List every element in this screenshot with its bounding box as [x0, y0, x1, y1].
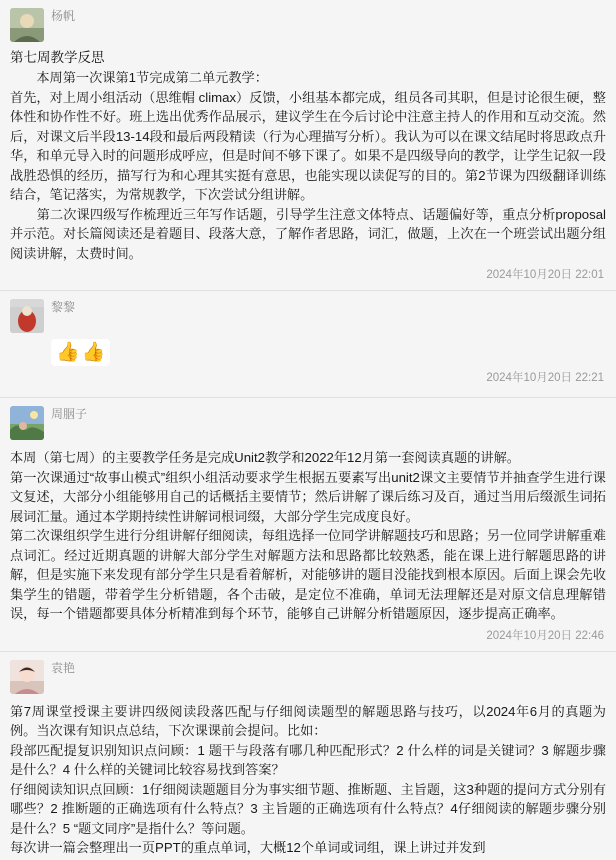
message-header — [10, 8, 606, 42]
message-title: 第七周教学反思 — [10, 50, 105, 65]
sender-name: 黎黎 — [51, 300, 76, 314]
chat-message — [0, 398, 616, 647]
avatar-zhouyanzi[interactable] — [10, 406, 44, 440]
avatar-yangfan[interactable] — [10, 8, 44, 42]
message-paragraph: 本周（第七周）的主要教学任务是完成Unit2教学和2022年12月第一套阅读真题的讲解。 — [10, 450, 520, 465]
thumbs-up-icon: 👍 — [81, 342, 106, 363]
reaction-emoji-group[interactable] — [51, 339, 110, 366]
sender-name: 袁艳 — [51, 660, 76, 675]
message-timestamp: 2024年10月20日 22:21 — [486, 372, 604, 384]
thumbs-up-icon: 👍 — [56, 342, 80, 363]
avatar-image — [10, 299, 44, 333]
message-paragraph: 段部匹配提复识别知识点问顾：1 题干与段落有哪几种匹配形式？2 什么样的词是关键词？3 解题步骤是什么？4 什么样的关键词比较容易找到答案？ — [10, 742, 606, 777]
avatar-image — [10, 406, 44, 440]
avatar-lili[interactable] — [10, 299, 44, 333]
message-paragraph: 仔细阅读知识点回顾：1仔细阅读题题目分为事实细节题、推断题、主旨题，这3种题的提问方式分别有哪些？2 推断题的正确选项有什么特点？3 主旨题的正确选项有什么特点？4仔细阅读的解题步骤分别是什么？5 “题文同序”是指什么？等问题。 — [10, 781, 606, 836]
avatar-yuanyan[interactable] — [10, 660, 44, 694]
avatar-image — [10, 660, 44, 694]
message-paragraph: 第二次课四级写作梳理近三年写作话题，引导学生注意文体特点、话题偏好等，重点分析proposal并示范。对长篇阅读还是着题目、段落大意，了解作者思路，词汇，做题，上次在一个班尝试出题分组阅读讲解，太费时间。 — [10, 206, 606, 261]
chat-message — [0, 652, 616, 860]
message-header — [10, 406, 606, 440]
message-paragraph: 第二次课组织学生进行分组讲解仔细阅读，每组选择一位同学讲解题技巧和思路；另一位同学讲解重难点词汇。经过近期真题的讲解大部分学生对解题方法和思路都比较熟悉，能在课上进行解题思路的讲解，但是实施下来发现有部分学生只是看着解析，对能够讲的题目没能找到根本原因。后面上课会先收集学生的错题，带着学生分析错题，各个击破，是定位不准确，单词无法理解还是对原文信息理解错误，每一个错题都要具体分析精准到每个环节，能够自己讲解分析错题原因，逐步提高正确率。 — [10, 528, 606, 621]
message-timestamp: 2024年10月20日 22:46 — [486, 629, 604, 642]
sender-name: 周胭子 — [51, 407, 88, 421]
avatar-image — [10, 8, 44, 42]
message-header — [10, 299, 606, 333]
message-paragraph: 每次讲一篇会整理出一页PPT的重点单词，大概12个单词或词组，课上讲过并发到 — [10, 840, 486, 855]
message-header — [10, 660, 606, 694]
message-paragraph: 第一次课通过“故事山模式”组织小组活动要求学生根据五要素写出unit2课文主要情节并抽查学生进行课文复述，大部分小组能够用自己的话概括主要情节；然后讲解了课后练习及百，通过当用后缀派生词拓展词汇量。通过本学期持续性讲解词根词缀，大部分学生完成度良好。 — [10, 469, 606, 524]
message-paragraph: 首先，对上周小组活动（思维帽 climax）反馈，小组基本都完成，组员各司其职，但是讨论很生硬，整体性和协作性不好。班上选出优秀作品展示，建议学生在今后讨论中注意主持人的作用和互动交流。然后，对课文后半段13-14段和最后两段精读（行为心理描写分析）。我认为可以在课文结尾时将思政点升华，和单元导入时的问题形成呼应，但是时间不够下课了。如果不是四级导向的教学，让学生记叙一段战胜恐惧的经历，描写行为和心理其实挺有意思，也能实现以读促写的目的。第2节课为四级翻译训练结合，笔记落实，为常规教学，下次尝试分组讲解。 — [10, 89, 606, 202]
chat-message — [0, 0, 616, 286]
sender-name: 杨帆 — [51, 9, 76, 23]
message-paragraph: 第7周课堂授课主要讲四级阅读段落匹配与仔细阅读题型的解题思路与技巧，以2024年6月的真题为例。当次课有知识点总结，下次课课前会提问。比如： — [10, 703, 606, 738]
chat-message — [0, 291, 616, 393]
message-timestamp: 2024年10月20日 22:01 — [486, 269, 604, 281]
message-paragraph: 本周第一次课第1节完成第二单元教学： — [10, 70, 268, 85]
